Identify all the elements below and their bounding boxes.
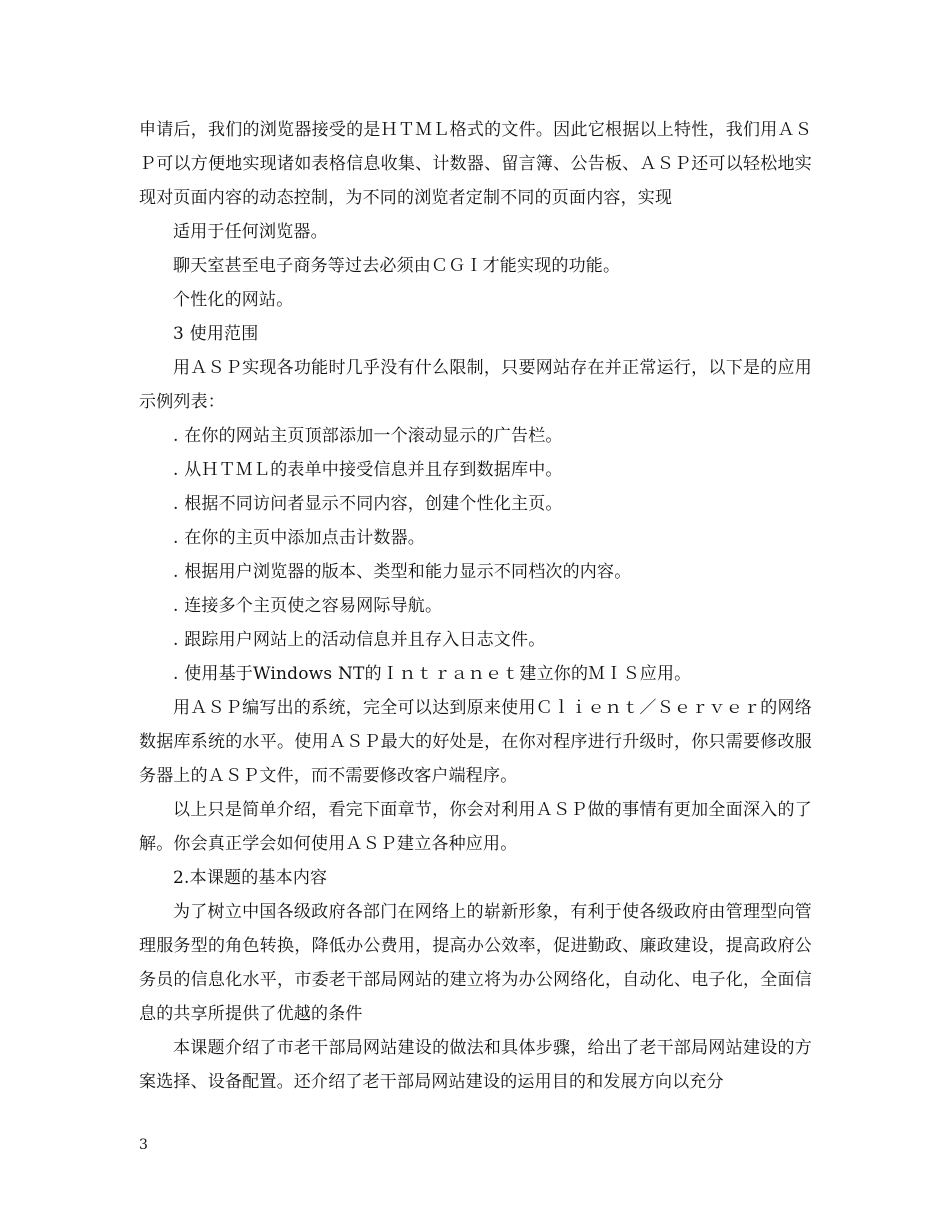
paragraph-3: 聊天室甚至电子商务等过去必须由ＣＧＩ才能实现的功能。 bbox=[173, 256, 621, 276]
paragraph-6: 用ＡＳＰ实现各功能时几乎没有什么限制，只要网站存在并正常运行，以下是的应用示例列表： bbox=[139, 358, 812, 412]
paragraph-15: 用ＡＳＰ编写出的系统，完全可以达到原来使用Ｃｌｉｅｎｔ／Ｓｅｒｖｅｒ的网络数据库系统的水平。使用ＡＳＰ最大的好处是，在你对程序进行升级时，你只需要修改服务器上的ＡＳＰ文件，而不需要修改客户端程序。 bbox=[139, 698, 812, 786]
section-heading-scope: 3 使用范围 bbox=[173, 324, 259, 344]
document-body bbox=[139, 113, 812, 1099]
page-number: 3 bbox=[139, 1137, 148, 1153]
section-heading-basic-content: 2.本课题的基本内容 bbox=[173, 868, 328, 888]
list-item: . 根据不同访问者显示不同内容，创建个性化主页。 bbox=[173, 494, 563, 514]
list-item: . 从ＨＴＭＬ的表单中接受信息并且存到数据库中。 bbox=[173, 460, 563, 480]
paragraph-1: 申请后，我们的浏览器接受的是ＨＴＭＬ格式的文件。因此它根据以上特性，我们用ＡＳＰ可以方便地实现诸如表格信息收集、计数器、留言簿、公告板、ＡＳＰ还可以轻松地实现对页面内容的动态控制，为不同的浏览者定制不同的页面内容，实现 bbox=[139, 120, 812, 208]
list-item: . 在你的主页中添加点击计数器。 bbox=[173, 528, 426, 548]
paragraph-16: 以上只是简单介绍，看完下面章节，你会对利用ＡＳＰ做的事情有更加全面深入的了解。你会真正学会如何使用ＡＳＰ建立各种应用。 bbox=[139, 800, 812, 854]
paragraph-2: 适用于任何浏览器。 bbox=[173, 222, 328, 242]
paragraph-18: 为了树立中国各级政府各部门在网络上的崭新形象，有利于使各级政府由管理型向管理服务型的角色转换，降低办公费用，提高办公效率，促进勤政、廉政建设，提高政府公务员的信息化水平，市委老干部局网站的建立将为办公网络化，自动化、电子化，全面信息的共享所提供了优越的条件 bbox=[139, 902, 812, 1024]
paragraph-4: 个性化的网站。 bbox=[173, 290, 294, 310]
paragraph-19: 本课题介绍了市老干部局网站建设的做法和具体步骤，给出了老干部局网站建设的方案选择、设备配置。还介绍了老干部局网站建设的运用目的和发展方向以充分 bbox=[139, 1038, 812, 1092]
list-item: . 使用基于Windows NT的Ｉｎｔｒａｎｅｔ建立你的ＭＩＳ应用。 bbox=[173, 664, 692, 684]
list-item: . 根据用户浏览器的版本、类型和能力显示不同档次的内容。 bbox=[173, 562, 632, 582]
list-item: . 在你的网站主页顶部添加一个滚动显示的广告栏。 bbox=[173, 426, 563, 446]
list-item: . 连接多个主页使之容易网际导航。 bbox=[173, 596, 443, 616]
list-item: . 跟踪用户网站上的活动信息并且存入日志文件。 bbox=[173, 630, 546, 650]
